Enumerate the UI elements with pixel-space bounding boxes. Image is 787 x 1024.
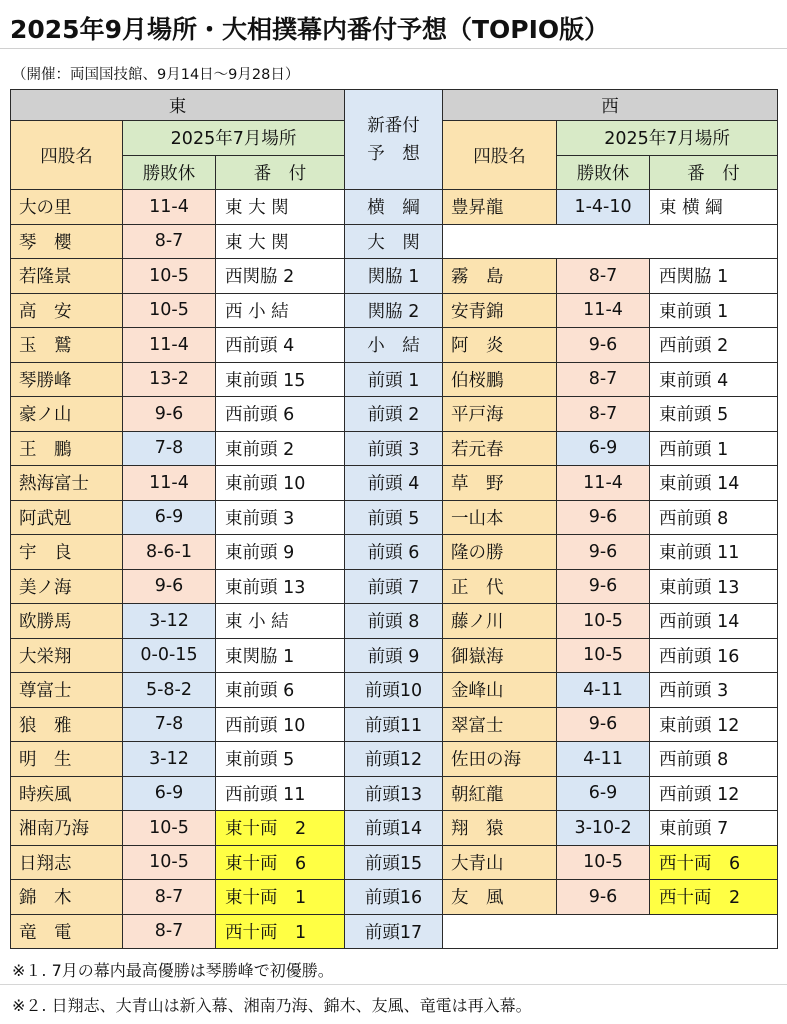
table-row	[11, 328, 778, 363]
west-rank: 西前頭 2	[650, 328, 778, 363]
west-rank: 東 横 綱	[650, 190, 778, 225]
west-record: 10-5	[557, 845, 650, 880]
east-shikona: 琴 櫻	[11, 224, 123, 259]
east-rank: 東前頭 13	[216, 569, 345, 604]
east-record: 13-2	[123, 362, 216, 397]
east-shikona: 阿武剋	[11, 500, 123, 535]
east-record: 11-4	[123, 466, 216, 501]
new-rank: 前頭12	[345, 742, 443, 777]
table-row	[11, 293, 778, 328]
east-record: 10-5	[123, 845, 216, 880]
table-row	[11, 638, 778, 673]
east-rank: 西前頭 4	[216, 328, 345, 363]
west-rank: 東前頭 4	[650, 362, 778, 397]
new-rank: 前頭 1	[345, 362, 443, 397]
table-row	[11, 500, 778, 535]
east-shikona: 錦 木	[11, 880, 123, 915]
east-rank: 西十両 1	[216, 914, 345, 949]
new-rank: 前頭16	[345, 880, 443, 915]
east-rank: 西前頭 6	[216, 397, 345, 432]
table-row	[11, 224, 778, 259]
west-record: 4-11	[557, 673, 650, 708]
east-shikona: 熱海富士	[11, 466, 123, 501]
east-record: 10-5	[123, 293, 216, 328]
west-shikona-header: 四股名	[443, 121, 557, 190]
new-rank: 前頭 6	[345, 535, 443, 570]
note-1: ※１. 7月の幕内最高優勝は琴勝峰で初優勝。	[12, 961, 334, 980]
east-shikona: 狼 雅	[11, 707, 123, 742]
new-rank: 大 関	[345, 224, 443, 259]
west-shikona: 伯桜鵬	[443, 362, 557, 397]
east-rank: 西 小 結	[216, 293, 345, 328]
west-shikona: 翔 猿	[443, 811, 557, 846]
east-record: 8-6-1	[123, 535, 216, 570]
west-shikona: 佐田の海	[443, 742, 557, 777]
west-record: 9-6	[557, 535, 650, 570]
east-record: 10-5	[123, 259, 216, 294]
east-record: 9-6	[123, 397, 216, 432]
west-rank: 西前頭 1	[650, 431, 778, 466]
new-rank: 前頭 5	[345, 500, 443, 535]
west-rank: 西十両 6	[650, 845, 778, 880]
table-row	[11, 776, 778, 811]
east-record: 0-0-15	[123, 638, 216, 673]
east-rank: 東十両 6	[216, 845, 345, 880]
west-rank: 東前頭 12	[650, 707, 778, 742]
west-record: 8-7	[557, 259, 650, 294]
west-rank: 西十両 2	[650, 880, 778, 915]
new-rank: 前頭11	[345, 707, 443, 742]
west-shikona: 翠富士	[443, 707, 557, 742]
west-record: 9-6	[557, 707, 650, 742]
east-record: 8-7	[123, 914, 216, 949]
east-record: 3-12	[123, 604, 216, 639]
east-shikona: 宇 良	[11, 535, 123, 570]
west-shikona: 正 代	[443, 569, 557, 604]
new-rank: 前頭14	[345, 811, 443, 846]
west-rank: 東前頭 14	[650, 466, 778, 501]
new-rank: 前頭 3	[345, 431, 443, 466]
divider	[0, 48, 787, 49]
east-rank: 東前頭 6	[216, 673, 345, 708]
west-rank: 東前頭 5	[650, 397, 778, 432]
east-record: 7-8	[123, 431, 216, 466]
new-rank: 前頭13	[345, 776, 443, 811]
east-rank: 東前頭 5	[216, 742, 345, 777]
east-shikona: 琴勝峰	[11, 362, 123, 397]
east-shikona: 大栄翔	[11, 638, 123, 673]
east-record: 8-7	[123, 224, 216, 259]
east-record: 9-6	[123, 569, 216, 604]
west-rank: 西前頭 8	[650, 742, 778, 777]
table-row	[11, 742, 778, 777]
table-row	[11, 535, 778, 570]
east-record: 8-7	[123, 880, 216, 915]
west-shikona: 友 風	[443, 880, 557, 915]
west-shikona: 御嶽海	[443, 638, 557, 673]
west-record: 10-5	[557, 604, 650, 639]
east-record: 3-12	[123, 742, 216, 777]
west-record: 9-6	[557, 500, 650, 535]
banzuke-table	[10, 89, 778, 949]
table-row	[11, 466, 778, 501]
east-rank: 西前頭 11	[216, 776, 345, 811]
west-rank: 東前頭 7	[650, 811, 778, 846]
east-record: 11-4	[123, 190, 216, 225]
east-shikona: 明 生	[11, 742, 123, 777]
new-rank-header-text: 新番付 予 想	[367, 115, 420, 164]
table-row	[11, 397, 778, 432]
west-record: 4-11	[557, 742, 650, 777]
new-rank: 前頭15	[345, 845, 443, 880]
east-record: 11-4	[123, 328, 216, 363]
east-shikona: 王 鵬	[11, 431, 123, 466]
west-shikona: 阿 炎	[443, 328, 557, 363]
west-record: 9-6	[557, 328, 650, 363]
west-empty-cell	[443, 224, 778, 259]
east-rank: 東前頭 2	[216, 431, 345, 466]
east-rank: 東 小 結	[216, 604, 345, 639]
east-record-header: 勝敗休	[123, 155, 216, 190]
new-rank: 前頭17	[345, 914, 443, 949]
table-row	[11, 673, 778, 708]
west-record: 8-7	[557, 397, 650, 432]
banzuke-rows	[11, 190, 778, 949]
west-basho-header: 2025年7月場所	[557, 121, 778, 156]
east-record: 6-9	[123, 776, 216, 811]
west-shikona: 霧 島	[443, 259, 557, 294]
east-shikona: 若隆景	[11, 259, 123, 294]
new-rank: 関脇 1	[345, 259, 443, 294]
east-record: 7-8	[123, 707, 216, 742]
east-rank-header: 番 付	[216, 155, 345, 190]
west-record: 9-6	[557, 880, 650, 915]
west-rank: 西関脇 1	[650, 259, 778, 294]
west-rank: 西前頭 14	[650, 604, 778, 639]
venue-subtitle: （開催：両国国技館、9月14日〜9月28日）	[12, 67, 300, 83]
east-rank: 東十両 2	[216, 811, 345, 846]
west-shikona: 一山本	[443, 500, 557, 535]
new-rank: 前頭 7	[345, 569, 443, 604]
east-shikona: 玉 鷲	[11, 328, 123, 363]
west-shikona: 朝紅龍	[443, 776, 557, 811]
page-title: 2025年9月場所・大相撲幕内番付予想（TOPIO版）	[10, 15, 610, 44]
west-shikona: 草 野	[443, 466, 557, 501]
west-shikona: 平戸海	[443, 397, 557, 432]
west-record-header: 勝敗休	[557, 155, 650, 190]
west-record: 8-7	[557, 362, 650, 397]
west-record: 11-4	[557, 293, 650, 328]
new-rank: 小 結	[345, 328, 443, 363]
west-rank: 西前頭 16	[650, 638, 778, 673]
west-record: 1-4-10	[557, 190, 650, 225]
east-rank: 東前頭 10	[216, 466, 345, 501]
east-shikona: 高 安	[11, 293, 123, 328]
west-record: 9-6	[557, 569, 650, 604]
west-header: 西	[443, 90, 778, 121]
west-shikona: 藤ノ川	[443, 604, 557, 639]
east-shikona: 湘南乃海	[11, 811, 123, 846]
note-2: ※２. 日翔志、大青山は新入幕、湘南乃海、錦木、友風、竜電は再入幕。	[12, 996, 532, 1015]
east-record: 5-8-2	[123, 673, 216, 708]
east-shikona: 竜 電	[11, 914, 123, 949]
east-shikona-header: 四股名	[11, 121, 123, 190]
table-row	[11, 604, 778, 639]
east-rank: 西関脇 2	[216, 259, 345, 294]
west-record: 6-9	[557, 431, 650, 466]
east-record: 6-9	[123, 500, 216, 535]
east-rank: 西前頭 10	[216, 707, 345, 742]
east-rank: 東前頭 3	[216, 500, 345, 535]
west-rank: 西前頭 12	[650, 776, 778, 811]
east-shikona: 大の里	[11, 190, 123, 225]
east-rank: 東関脇 1	[216, 638, 345, 673]
west-rank: 東前頭 13	[650, 569, 778, 604]
new-rank: 前頭 8	[345, 604, 443, 639]
west-shikona: 豊昇龍	[443, 190, 557, 225]
west-shikona: 大青山	[443, 845, 557, 880]
new-rank: 前頭 2	[345, 397, 443, 432]
east-rank: 東十両 1	[216, 880, 345, 915]
east-shikona: 豪ノ山	[11, 397, 123, 432]
table-row	[11, 880, 778, 915]
west-record: 10-5	[557, 638, 650, 673]
west-record: 3-10-2	[557, 811, 650, 846]
new-rank: 横 綱	[345, 190, 443, 225]
west-rank: 東前頭 1	[650, 293, 778, 328]
west-rank-header: 番 付	[650, 155, 778, 190]
table-row	[11, 259, 778, 294]
east-rank: 東前頭 9	[216, 535, 345, 570]
east-record: 10-5	[123, 811, 216, 846]
west-shikona: 安青錦	[443, 293, 557, 328]
table-row	[11, 190, 778, 225]
new-rank: 関脇 2	[345, 293, 443, 328]
west-rank: 西前頭 3	[650, 673, 778, 708]
east-header: 東	[11, 90, 345, 121]
east-rank: 東 大 関	[216, 190, 345, 225]
east-rank: 東 大 関	[216, 224, 345, 259]
east-rank: 東前頭 15	[216, 362, 345, 397]
east-shikona: 尊富士	[11, 673, 123, 708]
new-rank-header	[345, 90, 443, 190]
table-row	[11, 431, 778, 466]
new-rank: 前頭 4	[345, 466, 443, 501]
table-row	[11, 811, 778, 846]
table-row	[11, 707, 778, 742]
table-row	[11, 362, 778, 397]
west-record: 6-9	[557, 776, 650, 811]
table-row	[11, 845, 778, 880]
west-rank: 西前頭 8	[650, 500, 778, 535]
west-shikona: 若元春	[443, 431, 557, 466]
new-rank: 前頭10	[345, 673, 443, 708]
table-row	[11, 569, 778, 604]
east-basho-header: 2025年7月場所	[123, 121, 345, 156]
new-rank: 前頭 9	[345, 638, 443, 673]
west-shikona: 隆の勝	[443, 535, 557, 570]
east-shikona: 美ノ海	[11, 569, 123, 604]
west-shikona: 金峰山	[443, 673, 557, 708]
west-record: 11-4	[557, 466, 650, 501]
west-empty-cell	[443, 914, 778, 949]
divider	[0, 984, 787, 985]
west-rank: 東前頭 11	[650, 535, 778, 570]
east-shikona: 時疾風	[11, 776, 123, 811]
east-shikona: 欧勝馬	[11, 604, 123, 639]
east-shikona: 日翔志	[11, 845, 123, 880]
table-row	[11, 914, 778, 949]
